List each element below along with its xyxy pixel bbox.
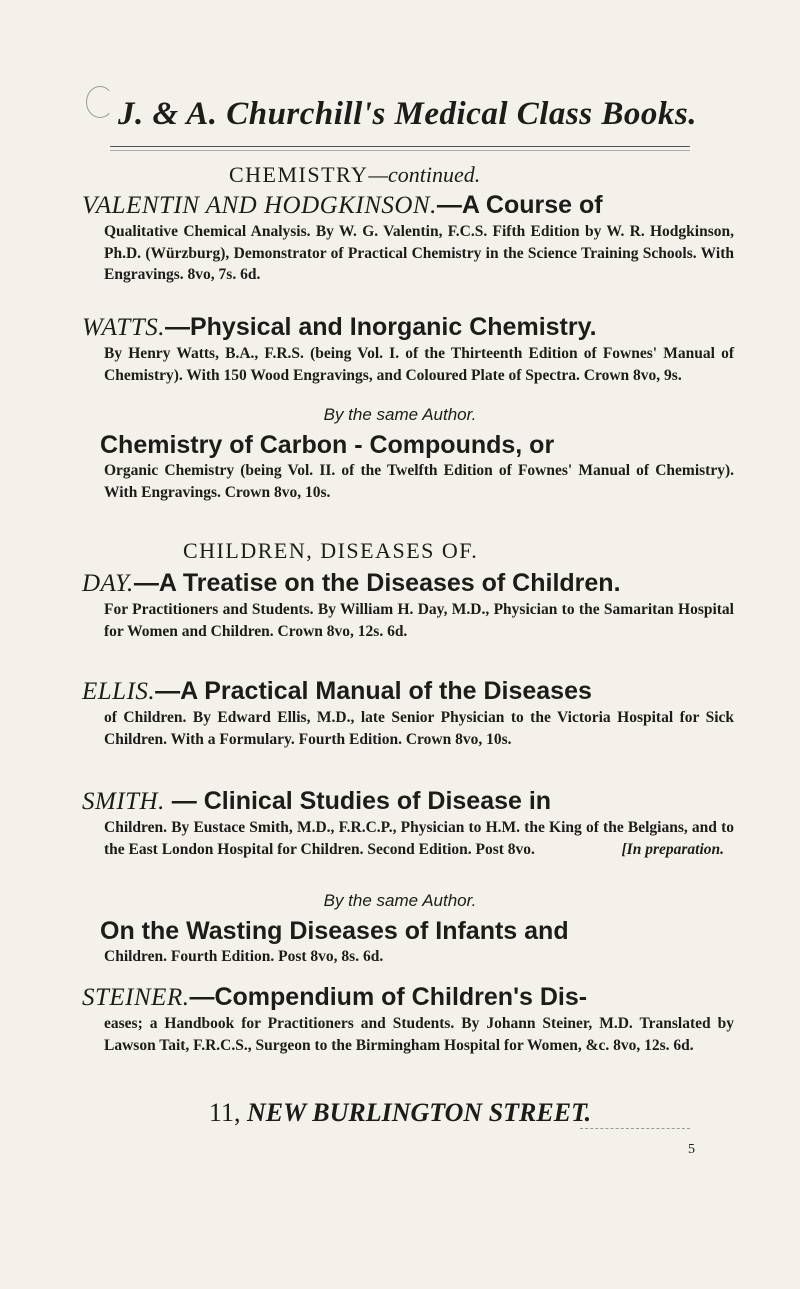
section-heading-chemistry xyxy=(229,162,480,188)
footer-street: NEW BURLINGTON STREET. xyxy=(246,1098,592,1127)
same-author-note: By the same Author. xyxy=(323,891,477,910)
footer-number: 11, xyxy=(208,1098,241,1127)
entry-author: STEINER. xyxy=(82,984,190,1011)
entry-author: SMITH. xyxy=(82,788,165,815)
entry-steiner xyxy=(82,982,734,1056)
page-footer xyxy=(0,1098,800,1128)
section-heading-text: CHEMISTRY xyxy=(229,162,369,187)
footer-rule xyxy=(580,1128,690,1129)
entry-day xyxy=(82,568,734,642)
header-rule xyxy=(110,146,690,147)
entry-valentin xyxy=(82,190,734,286)
entry-author: VALENTIN AND HODGKINSON. xyxy=(82,192,437,219)
entry-author: DAY. xyxy=(82,570,134,597)
entry-description: Qualitative Chemical Analysis. By W. G. Valentin, F.C.S. Fifth Edition by W. R. Hodgkinson, Ph.D. (Würzburg), Demonstrator of Practical Chemistry in the Science Training Schools. With Engravings. 8vo, 7s. 6d. xyxy=(104,223,734,283)
ornament-icon xyxy=(86,86,114,118)
entry-description-text: Children. By Eustace Smith, M.D., F.R.C.P., Physician to H.M. the King of the Belgians, and to the East London Hospital for Children. Second Edition. Post 8vo. xyxy=(104,819,734,858)
entry-description: Children. Fourth Edition. Post 8vo, 8s. 6d. xyxy=(104,948,384,965)
same-author-note: By the same Author. xyxy=(323,405,477,424)
in-preparation-note: [In preparation. xyxy=(621,840,724,858)
entry-title: —A Course of xyxy=(436,191,603,219)
entry-description: For Practitioners and Students. By William H. Day, M.D., Physician to the Samaritan Hospital for Women and Children. Crown 8vo, 12s. 6d. xyxy=(104,601,734,640)
header-rule-secondary xyxy=(110,150,690,151)
page-number: 5 xyxy=(688,1142,695,1157)
entry-smith xyxy=(82,786,734,860)
section-heading-text: CHILDREN, DISEASES OF. xyxy=(183,538,479,563)
page-header: J. & A. Churchill's Medical Class Books. xyxy=(118,96,697,132)
entry-title: —Compendium of Children's Dis- xyxy=(189,983,588,1011)
entry-watts-carbon xyxy=(82,430,734,503)
entry-title: Chemistry of Carbon - Compounds, or xyxy=(100,431,555,459)
entry-description xyxy=(104,817,734,860)
entry-ellis xyxy=(82,676,734,750)
entry-description: By Henry Watts, B.A., F.R.S. (being Vol. I. of the Thirteenth Edition of Fownes' Manual of Chemistry). With 150 Wood Engravings, and Coloured Plate of Spectra. Crown 8vo, 9s. xyxy=(104,345,734,384)
entry-title: — Clinical Studies of Disease in xyxy=(164,787,552,815)
entry-title: On the Wasting Diseases of Infants and xyxy=(100,917,569,945)
entry-description: eases; a Handbook for Practitioners and Students. By Johann Steiner, M.D. Translated by Lawson Tait, F.R.C.S., Surgeon to the Birmingham Hospital for Women, &c. 8vo, 12s. 6d. xyxy=(104,1015,734,1054)
entry-author: ELLIS. xyxy=(82,678,156,705)
entry-smith-wasting xyxy=(82,916,722,968)
entry-author: WATTS. xyxy=(82,314,165,341)
entry-watts xyxy=(82,312,734,386)
entry-description: of Children. By Edward Ellis, M.D., late Senior Physician to the Victoria Hospital for Sick Children. With a Formulary. Fourth Edition. Crown 8vo, 10s. xyxy=(104,709,734,748)
entry-title: —A Practical Manual of the Diseases xyxy=(155,677,592,705)
section-heading-continued: —continued. xyxy=(368,162,481,187)
entry-title: —Physical and Inorganic Chemistry. xyxy=(164,313,597,341)
entry-description: Organic Chemistry (being Vol. II. of the Twelfth Edition of Fownes' Manual of Chemistry). With Engravings. Crown 8vo, 10s. xyxy=(104,462,734,501)
section-heading-children xyxy=(183,538,478,564)
entry-title: —A Treatise on the Diseases of Children. xyxy=(133,569,621,597)
